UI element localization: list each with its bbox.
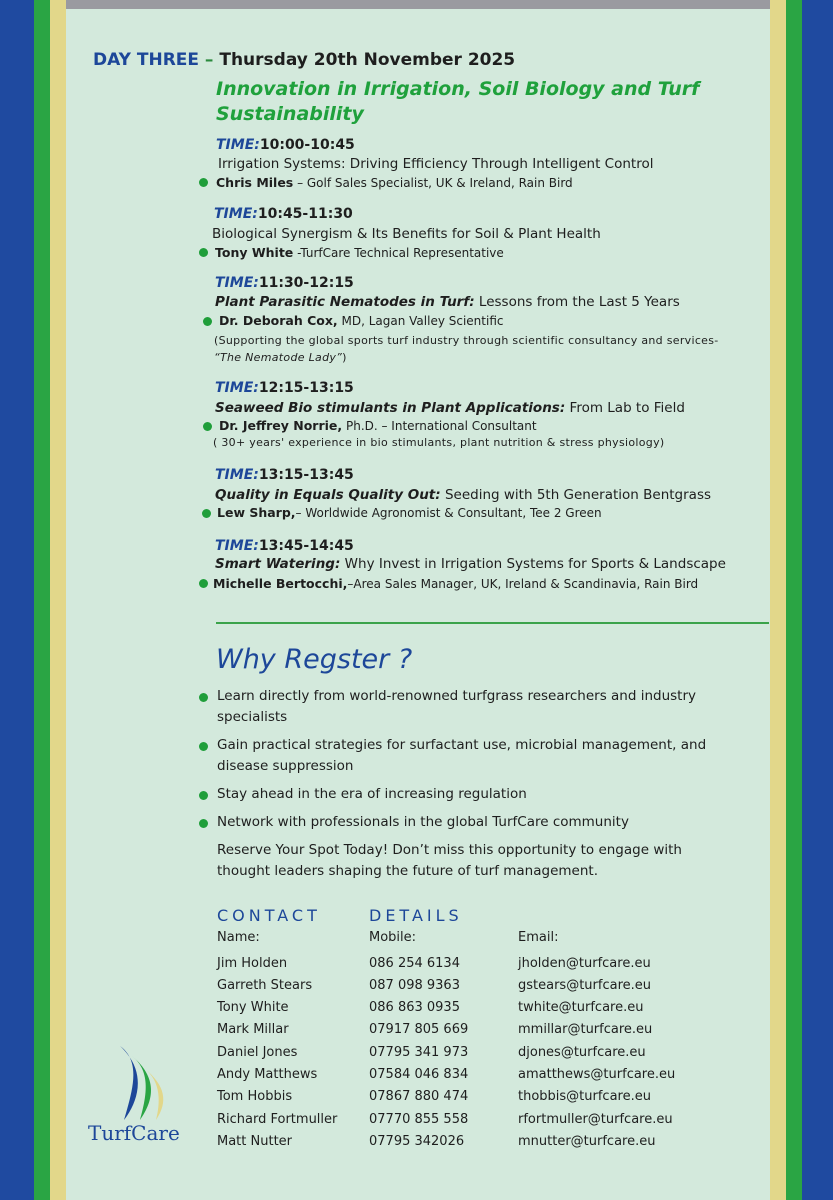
contact-email[interactable]: gstears@turfcare.eu: [518, 978, 652, 993]
day-separator: –: [199, 50, 220, 70]
bullet-dot: [199, 819, 208, 828]
contact-name: Mark Millar: [217, 1022, 289, 1037]
right-band-blue: [802, 0, 833, 1200]
contact-heading: CONTACT: [217, 906, 321, 925]
day-headline: Innovation in Irrigation, Soil Biology and Turf Sustainability: [216, 78, 700, 125]
session-time: TIME:13:45-14:45: [215, 538, 354, 554]
contact-email[interactable]: amatthews@turfcare.eu: [518, 1067, 676, 1082]
contact-email[interactable]: mmillar@turfcare.eu: [518, 1022, 653, 1037]
session-title: Irrigation Systems: Driving Efficiency Through Intelligent Control: [218, 156, 654, 172]
mobile-column-header: Mobile:: [369, 930, 417, 945]
details-heading: DETAILS: [369, 906, 463, 925]
day-label: DAY THREE: [93, 50, 200, 70]
session-note: (Supporting the global sports turf industry through scientific consultancy and services- “The Nematode Lady”): [214, 334, 719, 364]
session-time: TIME:10:00-10:45: [216, 137, 355, 153]
bullet-dot: [199, 579, 208, 588]
day-date: Thursday 20th November 2025: [219, 50, 516, 70]
contact-mobile: 07795 341 973: [369, 1045, 469, 1060]
left-band-yellow: [50, 0, 66, 1200]
bullet-dot: [203, 317, 212, 326]
session-title: Smart Watering: Why Invest in Irrigation Systems for Sports & Landscape: [215, 556, 726, 572]
contact-email[interactable]: twhite@turfcare.eu: [518, 1000, 644, 1015]
left-band-green: [34, 0, 50, 1200]
contact-email[interactable]: rfortmuller@turfcare.eu: [518, 1112, 673, 1127]
bullet-dot: [203, 422, 212, 431]
session-speaker: Tony White -TurfCare Technical Representative: [215, 245, 504, 260]
benefit-item: Network with professionals in the global TurfCare community: [217, 814, 629, 830]
time-label: TIME:: [216, 137, 260, 153]
section-divider: [216, 622, 769, 624]
session-speaker: Lew Sharp,– Worldwide Agronomist & Consultant, Tee 2 Green: [217, 505, 602, 520]
bullet-dot: [199, 791, 208, 800]
contact-email[interactable]: mnutter@turfcare.eu: [518, 1134, 656, 1149]
session-speaker: Dr. Jeffrey Norrie, Ph.D. – International Consultant: [219, 418, 537, 433]
session-title: Plant Parasitic Nematodes in Turf: Lessons from the Last 5 Years: [215, 294, 680, 310]
why-heading: Why Regster ?: [216, 644, 413, 675]
email-column-header: Email:: [518, 930, 559, 945]
contact-mobile: 086 863 0935: [369, 1000, 460, 1015]
contact-name: Tom Hobbis: [217, 1089, 293, 1104]
turfcare-logo-icon: [102, 1042, 170, 1122]
session-speaker: Chris Miles – Golf Sales Specialist, UK & Ireland, Rain Bird: [216, 175, 573, 190]
right-band-yellow: [770, 0, 786, 1200]
contact-mobile: 07584 046 834: [369, 1067, 469, 1082]
contact-name: Tony White: [217, 1000, 289, 1015]
session-title: Seaweed Bio stimulants in Plant Applications: From Lab to Field: [215, 400, 685, 416]
benefit-item: Stay ahead in the era of increasing regulation: [217, 786, 527, 802]
day-header: [93, 50, 515, 70]
session-speaker: Michelle Bertocchi,–Area Sales Manager, UK, Ireland & Scandinavia, Rain Bird: [213, 576, 699, 591]
call-to-action: Reserve Your Spot Today! Don’t miss this opportunity to engage with thought leaders shaping the future of turf management.: [217, 842, 682, 879]
contact-email[interactable]: thobbis@turfcare.eu: [518, 1089, 651, 1104]
benefit-item: Gain practical strategies for surfactant use, microbial management, and disease suppression: [217, 737, 707, 774]
session-time: TIME:11:30-12:15: [215, 275, 354, 291]
bullet-dot: [199, 248, 208, 257]
session-note: ( 30+ years' experience in bio stimulants, plant nutrition & stress physiology): [213, 436, 665, 449]
contact-name: Andy Matthews: [217, 1067, 318, 1082]
contact-name: Daniel Jones: [217, 1045, 298, 1060]
right-band-green: [786, 0, 802, 1200]
session-title: Quality in Equals Quality Out: Seeding with 5th Generation Bentgrass: [215, 487, 712, 503]
contact-name: Garreth Stears: [217, 978, 313, 993]
bullet-dot: [202, 509, 211, 518]
contact-email[interactable]: djones@turfcare.eu: [518, 1045, 646, 1060]
contact-mobile: 087 098 9363: [369, 978, 460, 993]
session-time: TIME:10:45-11:30: [214, 206, 353, 222]
bullet-dot: [199, 178, 208, 187]
bullet-dot: [199, 742, 208, 751]
bullet-dot: [199, 693, 208, 702]
contact-mobile: 07917 805 669: [369, 1022, 469, 1037]
top-bar: [0, 0, 833, 9]
contact-email[interactable]: jholden@turfcare.eu: [518, 956, 651, 971]
contact-mobile: 07770 855 558: [369, 1112, 469, 1127]
session-time: TIME:12:15-13:15: [215, 380, 354, 396]
contact-name: Matt Nutter: [217, 1134, 293, 1149]
name-column-header: Name:: [217, 930, 260, 945]
session-title: Biological Synergism & Its Benefits for Soil & Plant Health: [212, 226, 601, 242]
logo-text: TurfCare: [88, 1121, 180, 1145]
left-band-blue: [0, 0, 34, 1200]
contact-name: Jim Holden: [217, 956, 288, 971]
session-time: TIME:13:15-13:45: [215, 467, 354, 483]
session-speaker: Dr. Deborah Cox, MD, Lagan Valley Scientific: [219, 313, 504, 328]
contact-name: Richard Fortmuller: [217, 1112, 338, 1127]
contact-mobile: 07867 880 474: [369, 1089, 469, 1104]
benefit-item: Learn directly from world-renowned turfgrass researchers and industry specialists: [217, 688, 697, 725]
contact-mobile: 086 254 6134: [369, 956, 460, 971]
contact-mobile: 07795 342026: [369, 1134, 465, 1149]
